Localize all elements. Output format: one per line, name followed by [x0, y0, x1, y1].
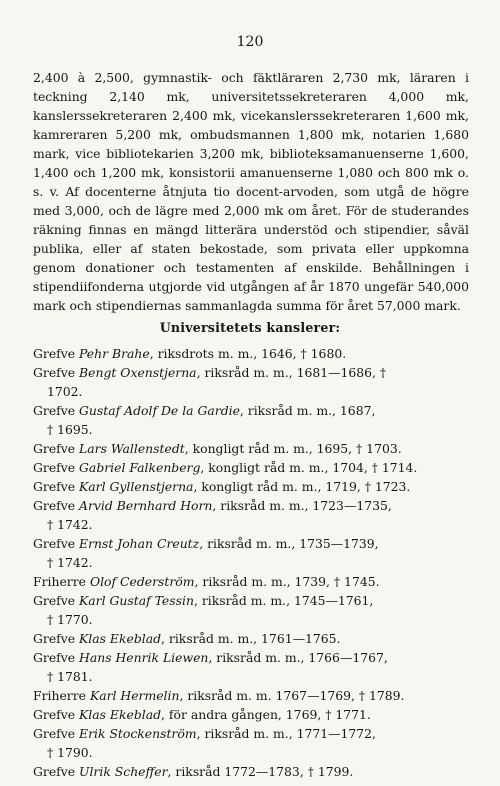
- entry-details: , riksråd m. m., 1761—1765.: [161, 631, 341, 646]
- entry-title: Grefve: [33, 764, 76, 779]
- entry-name: Karl Gyllenstjerna: [79, 479, 194, 494]
- entry-title: Grefve: [33, 650, 76, 665]
- entry-continuation: † 1781.: [47, 669, 93, 684]
- entry-head: [33, 401, 375, 420]
- entry-details: , riksdrots m. m., 1646, † 1680.: [149, 346, 347, 361]
- chancellor-list: [33, 344, 469, 781]
- list-item: [33, 534, 469, 572]
- entry-title: Grefve: [33, 593, 76, 608]
- entry-title: Grefve: [33, 346, 76, 361]
- entry-name: Erik Stockenström: [79, 726, 197, 741]
- entry-details: , riksråd 1772—1783, † 1799.: [167, 764, 354, 779]
- entry-line: [33, 363, 469, 382]
- entry-head: [33, 439, 402, 458]
- entry-name: Bengt Oxenstjerna: [79, 365, 197, 380]
- entry-continuation: 1702.: [47, 384, 83, 399]
- entry-line: [33, 591, 469, 610]
- entry-title: Grefve: [33, 536, 76, 551]
- entry-name: Hans Henrik Liewen: [79, 650, 209, 665]
- entry-name: Karl Hermelin: [89, 688, 180, 703]
- entry-name: Arvid Bernhard Horn: [79, 498, 213, 513]
- list-item: [33, 401, 469, 439]
- entry-line: [33, 762, 469, 781]
- entry-line: [33, 458, 469, 477]
- entry-title: Friherre: [33, 574, 86, 589]
- entry-details: , riksråd m. m., 1745—1761,: [193, 593, 374, 608]
- entry-head: [33, 363, 386, 382]
- section-heading: Universitetets kanslerer:: [159, 320, 341, 335]
- list-item: [33, 648, 469, 686]
- entry-head: [33, 648, 388, 667]
- list-item: [33, 572, 469, 591]
- entry-line: [33, 572, 469, 591]
- entry-name: Gustaf Adolf De la Gardie: [79, 403, 240, 418]
- entry-name: Klas Ekeblad: [79, 631, 162, 646]
- entry-title: Grefve: [33, 460, 76, 475]
- entry-continuation: † 1742.: [47, 517, 93, 532]
- entry-head: [33, 496, 392, 515]
- list-item: [33, 363, 469, 401]
- entry-details: , riksråd m. m., 1766—1767,: [208, 650, 388, 665]
- list-item: [33, 686, 469, 705]
- entry-name: Pehr Brahe: [79, 346, 150, 361]
- entry-continuation: † 1770.: [47, 612, 93, 627]
- entry-line: [33, 344, 469, 363]
- entry-title: Grefve: [33, 498, 76, 513]
- entry-details: , för andra gången, 1769, † 1771.: [161, 707, 371, 722]
- entry-title: Grefve: [33, 726, 76, 741]
- entry-head: [33, 477, 410, 496]
- entry-name: Karl Gustaf Tessin: [79, 593, 194, 608]
- entry-line: [33, 629, 469, 648]
- entry-title: Grefve: [33, 631, 76, 646]
- entry-name: Gabriel Falkenberg: [79, 460, 201, 475]
- entry-head: [33, 534, 379, 553]
- list-item: [33, 496, 469, 534]
- margin-mark: `: [113, 312, 118, 323]
- list-item: [33, 724, 469, 762]
- list-item: [33, 477, 469, 496]
- entry-details: , riksråd m. m., 1771—1772,: [196, 726, 376, 741]
- entry-details: , riksråd m. m., 1681—1686, †: [196, 365, 387, 380]
- entry-details: , kongligt råd m. m., 1695, † 1703.: [184, 441, 402, 456]
- list-item: [33, 705, 469, 724]
- entry-continuation: † 1742.: [47, 555, 93, 570]
- entry-head: [33, 762, 353, 781]
- entry-head: [33, 572, 380, 591]
- entry-details: , riksråd m. m., 1723—1735,: [212, 498, 392, 513]
- entry-title: Friherre: [33, 688, 86, 703]
- entry-name: Lars Wallenstedt: [79, 441, 185, 456]
- entry-details: , riksråd m. m. 1767—1769, † 1789.: [179, 688, 405, 703]
- entry-title: Grefve: [33, 403, 76, 418]
- entry-line: [33, 477, 469, 496]
- entry-title: Grefve: [33, 365, 76, 380]
- entry-details: , riksråd m. m., 1735—1739,: [199, 536, 379, 551]
- entry-line: [33, 439, 469, 458]
- entry-name: Klas Ekeblad: [79, 707, 162, 722]
- entry-title: Grefve: [33, 441, 76, 456]
- list-item: [33, 762, 469, 781]
- entry-line: [33, 534, 469, 553]
- entry-details: , kongligt råd m. m., 1719, † 1723.: [193, 479, 411, 494]
- entry-continuation: † 1695.: [47, 422, 93, 437]
- entry-head: [33, 591, 373, 610]
- entry-title: Grefve: [33, 479, 76, 494]
- entry-line: [33, 648, 469, 667]
- entry-title: Grefve: [33, 707, 76, 722]
- list-item: [33, 458, 469, 477]
- entry-line: [33, 724, 469, 743]
- entry-head: [33, 724, 376, 743]
- entry-head: [33, 629, 340, 648]
- entry-head: [33, 705, 371, 724]
- entry-head: [33, 458, 417, 477]
- entry-line: [33, 401, 469, 420]
- list-item: [33, 629, 469, 648]
- page-number: 120: [236, 34, 264, 50]
- body-paragraph: 2,400 à 2,500, gymnastik- och fäktläraren 2,730 mk, läraren i teckning 2,140 mk, universitetssekreteraren 4,000 mk, kanslerssekreteraren 2,400 mk, vicekanslerssekreteraren 1,600 mk, kamreraren 5,200 mk, ombudsmannen 1,800 mk, notarien 1,680 mark, vice bibliotekarien 3,200 mk, biblioteksamanuenserne 1,600, 1,400 och 1,200 mk, konsistorii amanuenserne 1,080 och 800 mk o. s. v. Af docenterne åtnjuta tio docent-arvoden, som utgå de högre med 3,000, och de lägre med 2,000 mk om året. För de studerandes räkning finnas en mängd litterära understöd och stipendier, såväl publika, eller af staten bekostade, som privata eller uppkomna genom donationer och testamenten af enskilde. Behållningen i stipendiifonderna utgjorde vid utgången af år 1870 ungefär 540,000 mark och stipendiernas sammanlagda summa för året 57,000 mark.: [33, 70, 469, 313]
- entry-name: Ulrik Scheffer: [79, 764, 168, 779]
- entry-head: [33, 344, 346, 363]
- entry-name: Olof Cederström: [89, 574, 195, 589]
- list-item: [33, 439, 469, 458]
- entry-line: [33, 705, 469, 724]
- entry-continuation: † 1790.: [47, 745, 93, 760]
- entry-details: , riksråd m. m., 1687,: [239, 403, 376, 418]
- entry-details: , kongligt råd m. m., 1704, † 1714.: [200, 460, 418, 475]
- list-item: [33, 344, 469, 363]
- entry-head: [33, 686, 404, 705]
- entry-line: [33, 496, 469, 515]
- list-item: [33, 591, 469, 629]
- entry-name: Ernst Johan Creutz: [79, 536, 200, 551]
- entry-line: [33, 686, 469, 705]
- entry-details: , riksråd m. m., 1739, † 1745.: [194, 574, 380, 589]
